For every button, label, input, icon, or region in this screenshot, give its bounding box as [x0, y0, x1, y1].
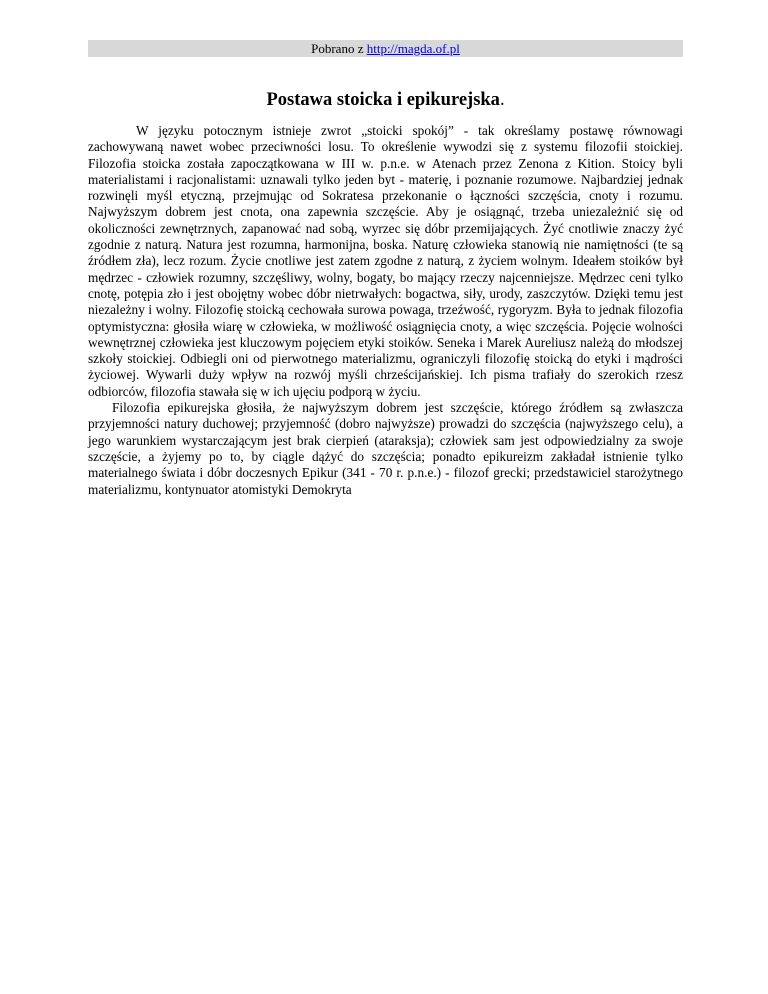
source-header: [88, 40, 683, 57]
document-title: [88, 89, 683, 111]
source-link[interactable]: http://magda.of.pl: [366, 41, 460, 56]
paragraph-epicureanism: Filozofia epikurejska głosiła, że najwyższym dobrem jest szczęście, którego źródłem są zwłaszcza przyjemności natury duchowej; przyjemność (dobro najwyższe) prowadzi do szczęścia (najwyższego celu), a jego warunkiem wystarczającym jest brak cierpień (ataraksja); człowiek sam jest odpowiedzialny za swoje szczęście, a żyjemy po to, by ciągle dążyć do szczęścia; ponadto epikureizm zakładał istnienie tylko materialnego świata i dóbr doczesnych Epikur (341 - 70 r. p.n.e.) - filozof grecki; przedstawiciel starożytnego materializmu, kontynuator atomistyki Demokryta: [88, 400, 683, 497]
document-page: [88, 40, 683, 498]
paragraph-stoicism: W języku potocznym istnieje zwrot „stoicki spokój” - tak określamy postawę równowagi zachowywaną nawet wobec przeciwności losu. To określenie wywodzi się z systemu filozofii stoickiej. Filozofia stoicka została zapoczątkowana w III w. p.n.e. w Atenach przez Zenona z Kition. Stoicy byli materialistami i racjonalistami: uznawali tylko jeden byt - materię, i poznanie rozumowe. Najbardziej jednak rozwinęli myśl etyczną, przejmując od Sokratesa przekonanie o łączności szczęścia, cnoty i rozumu. Najwyższym dobrem jest cnota, ona zapewnia szczęście. Aby je osiągnąć, trzeba uniezależnić się od okoliczności zewnętrznych, zapanować nad sobą, wyrzec się dóbr przemijających. Żyć cnotliwie znaczy żyć zgodnie z naturą. Natura jest rozumna, harmonijna, boska. Naturę człowieka stanowią nie namiętności (te są źródłem zła), lecz rozum. Życie cnotliwe jest zatem zgodne z naturą, z życiem wolnym. Ideałem stoików był mędrzec - człowiek rozumny, szczęśliwy, wolny, bogaty, bo mający rzeczy najcenniejsze. Mędrzec ceni tylko cnotę, potępia zło i jest obojętny wobec dóbr nietrwałych: bogactwa, siły, urody, zaszczytów. Dzięki temu jest niezależny i wolny. Filozofię stoicką cechowała surowa powaga, trzeźwość, rygoryzm. Była to jednak filozofia optymistyczna: głosiła wiarę w człowieka, w możliwość osiągnięcia cnoty, a więc szczęścia. Pojęcie wolności wewnętrznej człowieka jest kluczowym pojęciem etyki stoików. Seneka i Marek Aureliusz należą do młodszej szkoły stoickiej. Odbiegli oni od pierwotnego materializmu, ograniczyli filozofię stoicką do etyki i mądrości życiowej. Wywarli duży wpływ na rozwój myśli chrześcijańskiej. Ich pisma trafiały do szerokich rzesz odbiorców, filozofia stawała się w ich ujęciu podporą w życiu.: [88, 123, 683, 399]
source-prefix: Pobrano z: [311, 41, 367, 56]
document-body: [88, 123, 683, 498]
title-dot: .: [499, 90, 505, 110]
title-text: Postawa stoicka i epikurejska: [266, 90, 500, 110]
